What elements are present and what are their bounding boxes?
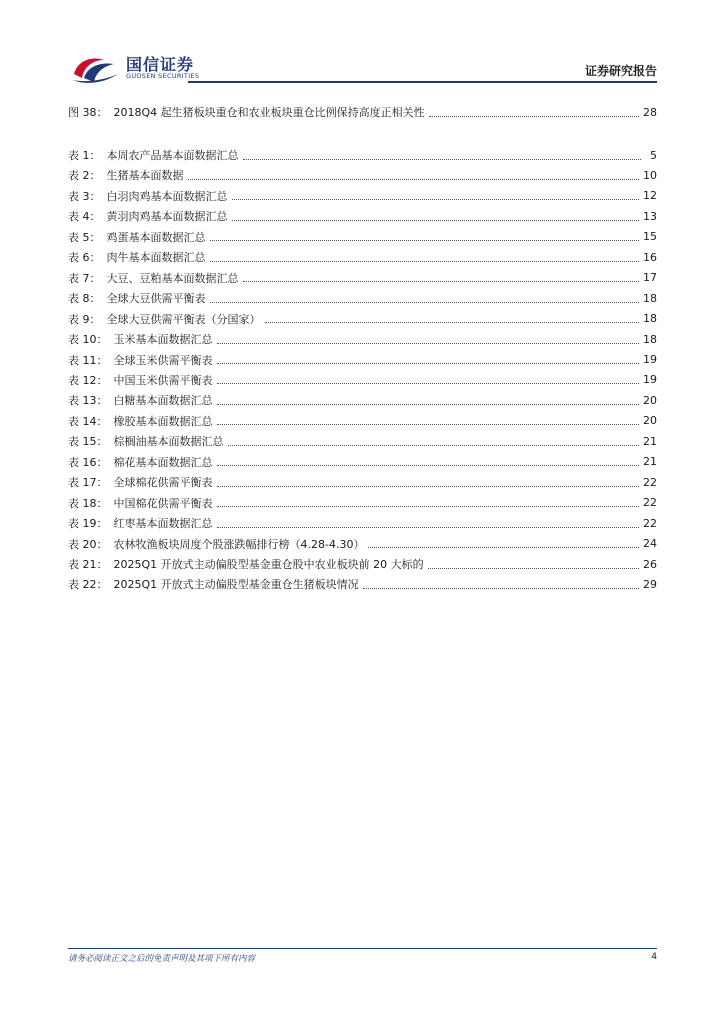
toc-leader-dots bbox=[368, 547, 639, 548]
toc-table-entry[interactable] bbox=[68, 554, 657, 574]
toc-table-entry[interactable] bbox=[68, 431, 657, 451]
toc-entry-title: 生猪基本面数据 bbox=[106, 169, 184, 183]
toc-table-entry[interactable] bbox=[68, 186, 657, 206]
toc-entry-title: 2018Q4 起生猪板块重仓和农业板块重仓比例保持高度正相关性 bbox=[113, 106, 425, 119]
toc-entry-label: 表 10： bbox=[68, 333, 108, 347]
toc-entry-label: 表 4： bbox=[68, 210, 101, 224]
toc-leader-dots bbox=[363, 588, 639, 589]
logo-chinese-text: 国信证券 bbox=[126, 55, 195, 74]
toc-entry-label: 表 12： bbox=[68, 373, 108, 387]
toc-entry-title: 2025Q1 开放式主动偏股型基金重仓生猪板块情况 bbox=[113, 578, 359, 592]
toc-table-entry[interactable] bbox=[68, 206, 657, 226]
toc-entry-label: 表 21： bbox=[68, 558, 108, 571]
footer-divider bbox=[68, 948, 657, 949]
toc-leader-dots bbox=[243, 281, 640, 282]
toc-entry-page: 20 bbox=[643, 414, 657, 428]
toc-entry-title: 玉米基本面数据汇总 bbox=[113, 333, 213, 347]
toc-leader-dots bbox=[217, 404, 640, 405]
toc-table-entry[interactable] bbox=[68, 370, 657, 390]
page-header bbox=[68, 50, 657, 90]
toc-table-entry[interactable] bbox=[68, 247, 657, 267]
toc-leader-dots bbox=[217, 363, 640, 364]
toc-leader-dots bbox=[429, 116, 639, 117]
toc-entry-label: 表 9： bbox=[68, 312, 101, 326]
toc-table-entry[interactable] bbox=[68, 472, 657, 492]
toc-entry-title: 大豆、豆粕基本面数据汇总 bbox=[106, 271, 239, 285]
toc-entry-title: 白羽肉鸡基本面数据汇总 bbox=[106, 189, 228, 203]
toc-entry-page: 18 bbox=[643, 291, 657, 305]
toc-entry-title: 棉花基本面数据汇总 bbox=[113, 455, 213, 469]
toc-entry-page: 17 bbox=[643, 271, 657, 285]
toc-entry-page: 16 bbox=[643, 250, 657, 264]
logo-english-text: GUOSEN SECURITIES bbox=[126, 72, 200, 80]
toc-entry-page: 20 bbox=[643, 393, 657, 407]
toc-entry-page: 15 bbox=[643, 230, 657, 244]
toc-table-entry[interactable] bbox=[68, 493, 657, 513]
toc-entry-title: 农林牧渔板块周度个股涨跌幅排行榜（4.28-4.30） bbox=[113, 537, 365, 551]
toc-entry-title: 棕榈油基本面数据汇总 bbox=[113, 435, 224, 449]
toc-leader-dots bbox=[217, 527, 640, 528]
toc-table-entry[interactable] bbox=[68, 288, 657, 308]
toc-table-entry[interactable] bbox=[68, 329, 657, 349]
toc-table-entry[interactable] bbox=[68, 268, 657, 288]
header-divider bbox=[188, 81, 657, 83]
toc-entry-page: 22 bbox=[643, 516, 657, 530]
toc-entry-label: 表 6： bbox=[68, 251, 101, 265]
toc-entry-title: 全球大豆供需平衡表 bbox=[106, 292, 206, 306]
toc-table-entry[interactable] bbox=[68, 574, 657, 594]
toc-leader-dots bbox=[210, 240, 640, 241]
toc-entry-title: 橡胶基本面数据汇总 bbox=[113, 414, 213, 428]
toc-leader-dots bbox=[228, 445, 640, 446]
toc-table-entry[interactable] bbox=[68, 452, 657, 472]
toc-entry-title: 肉牛基本面数据汇总 bbox=[106, 251, 206, 265]
toc-entry-page: 13 bbox=[643, 209, 657, 223]
toc-entry-title: 中国玉米供需平衡表 bbox=[113, 373, 213, 387]
toc-entry-page: 21 bbox=[643, 434, 657, 448]
toc-leader-dots bbox=[217, 486, 640, 487]
toc-entry-label: 图 38： bbox=[68, 106, 108, 119]
toc-entry-page: 26 bbox=[643, 557, 657, 571]
toc-entry-title: 2025Q1 开放式主动偏股型基金重仓股中农业板块前 20 大标的 bbox=[113, 558, 424, 571]
toc-leader-dots bbox=[217, 465, 640, 466]
footer-disclaimer: 请务必阅读正文之后的免责声明及其项下所有内容 bbox=[68, 954, 256, 964]
toc-entry-label: 表 5： bbox=[68, 230, 101, 244]
toc-leader-dots bbox=[428, 568, 639, 569]
toc-entry-label: 表 13： bbox=[68, 394, 108, 408]
toc-entry-label: 表 18： bbox=[68, 496, 108, 510]
toc-entry-title: 全球大豆供需平衡表（分国家） bbox=[106, 312, 261, 326]
toc-entry-label: 表 22： bbox=[68, 578, 108, 592]
toc-entry-page: 19 bbox=[643, 373, 657, 387]
toc-leader-dots bbox=[232, 199, 640, 200]
toc-table-entry[interactable] bbox=[68, 513, 657, 533]
toc-figure-entry[interactable] bbox=[68, 102, 657, 122]
toc-leader-dots bbox=[265, 322, 640, 323]
toc-entry-title: 白糖基本面数据汇总 bbox=[113, 394, 213, 408]
toc-leader-dots bbox=[217, 506, 640, 507]
toc-entry-label: 表 3： bbox=[68, 189, 101, 203]
toc-entry-title: 全球棉花供需平衡表 bbox=[113, 476, 213, 490]
toc-entry-title: 全球玉米供需平衡表 bbox=[113, 353, 213, 367]
toc-leader-dots bbox=[217, 343, 640, 344]
toc-entry-label: 表 19： bbox=[68, 517, 108, 531]
toc-entry-page: 19 bbox=[643, 353, 657, 366]
toc-table-entry[interactable] bbox=[68, 227, 657, 247]
toc-entry-label: 表 11： bbox=[68, 353, 108, 367]
toc-leader-dots bbox=[243, 159, 642, 160]
toc-entry-label: 表 7： bbox=[68, 271, 101, 285]
toc-entry-title: 红枣基本面数据汇总 bbox=[113, 517, 213, 531]
toc-entry-page: 18 bbox=[643, 332, 657, 346]
toc-entry-page: 18 bbox=[643, 312, 657, 326]
toc-entry-label: 表 15： bbox=[68, 435, 108, 449]
toc-entry-label: 表 8： bbox=[68, 292, 101, 306]
toc-table-entry[interactable] bbox=[68, 165, 657, 185]
toc-table-entry[interactable] bbox=[68, 534, 657, 554]
toc-leader-dots bbox=[188, 179, 640, 180]
page-number: 4 bbox=[651, 952, 657, 962]
company-logo bbox=[68, 50, 208, 86]
toc-leader-dots bbox=[210, 261, 640, 262]
report-type: 证券研究报告 bbox=[584, 64, 657, 78]
toc-table-entry[interactable] bbox=[68, 145, 657, 165]
toc-table-entry[interactable] bbox=[68, 309, 657, 329]
toc-entry-page: 10 bbox=[643, 168, 657, 182]
toc-entry-page: 29 bbox=[643, 577, 657, 591]
toc-entry-page: 24 bbox=[643, 537, 657, 551]
toc-leader-dots bbox=[232, 220, 640, 221]
toc-entry-title: 鸡蛋基本面数据汇总 bbox=[106, 230, 206, 244]
toc-entry-page: 5 bbox=[650, 148, 657, 162]
toc-entry-title: 黄羽肉鸡基本面数据汇总 bbox=[106, 210, 228, 224]
toc-entry-label: 表 14： bbox=[68, 414, 108, 428]
toc-leader-dots bbox=[210, 302, 640, 303]
toc-entry-page: 12 bbox=[643, 189, 657, 203]
toc-entry-label: 表 20： bbox=[68, 537, 108, 551]
toc-entry-label: 表 17： bbox=[68, 476, 108, 490]
toc-entry-label: 表 16： bbox=[68, 455, 108, 469]
toc-leader-dots bbox=[217, 424, 640, 425]
toc-entry-label: 表 2： bbox=[68, 169, 101, 183]
toc-entry-label: 表 1： bbox=[68, 149, 101, 162]
toc-table-entry[interactable] bbox=[68, 350, 657, 370]
toc-leader-dots bbox=[217, 383, 640, 384]
guosen-logo-icon bbox=[70, 52, 122, 84]
toc-table-entry[interactable] bbox=[68, 390, 657, 410]
toc-entry-page: 21 bbox=[643, 455, 657, 469]
toc-entry-title: 中国棉花供需平衡表 bbox=[113, 496, 213, 510]
toc-entry-title: 本周农产品基本面数据汇总 bbox=[106, 149, 239, 162]
toc-table-entry[interactable] bbox=[68, 411, 657, 431]
toc-entry-page: 28 bbox=[643, 105, 657, 119]
toc-entry-page: 22 bbox=[643, 475, 657, 489]
toc-entry-page: 22 bbox=[643, 496, 657, 510]
